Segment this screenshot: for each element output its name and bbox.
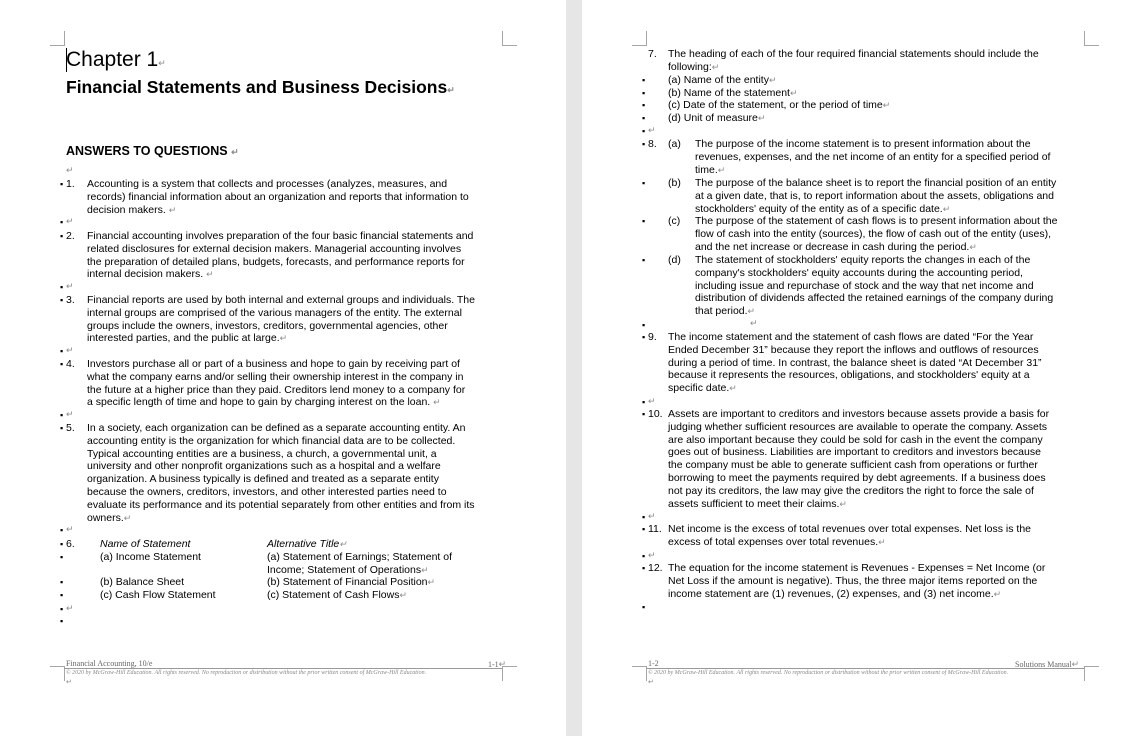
text-line: In a society, each organization can be defined as a separate accounting entity. An	[87, 422, 466, 434]
list-bullet: ▪	[642, 409, 646, 419]
text-line: accounting entity is the organization for which financial data are to be collected.	[87, 434, 456, 447]
text-line: including issue and repurchase of stock and the way that net income and	[695, 279, 1034, 292]
paragraph-mark: ↵	[433, 397, 441, 408]
text-line: decision makers.	[87, 203, 166, 216]
list-bullet: ▪	[60, 539, 64, 549]
table-cell-text: Income; Statement of Operations	[267, 564, 422, 576]
paragraph-mark: ↵	[711, 61, 720, 72]
page-gutter	[566, 0, 582, 736]
text-line: The purpose of the income statement is to present information about the	[695, 138, 1031, 150]
table-cell	[267, 589, 407, 602]
crop-mark	[50, 31, 65, 46]
crop-mark	[50, 666, 65, 681]
list-bullet: ▪	[60, 525, 64, 535]
paragraph-mark: ↵	[648, 125, 656, 135]
table-cell: (b) Balance Sheet	[100, 576, 185, 588]
list-bullet: ▪	[642, 524, 646, 534]
paragraph-mark: ↵	[427, 577, 436, 587]
paragraph-mark: ↵	[882, 100, 891, 110]
q7-item	[668, 87, 798, 100]
paragraph-mark: ↵	[66, 679, 72, 686]
paragraph-mark: ↵	[66, 165, 74, 175]
list-bullet: ▪	[642, 75, 646, 85]
answer-8c[interactable]	[695, 215, 1057, 253]
footer-rule	[64, 668, 502, 669]
answer-12[interactable]	[668, 562, 1045, 600]
text-line: judging whether sufficient resources are available to operate the company. Assets	[668, 420, 1047, 433]
text-line: revenues, expenses, and the net income of an entity for a specified period of	[695, 150, 1051, 163]
paragraph-mark: ↵	[648, 679, 654, 686]
answer-4[interactable]	[87, 358, 465, 409]
answer-9[interactable]	[668, 331, 1042, 395]
question-number: 7.	[648, 48, 657, 60]
text-line: flow of cash into the entity (sources), the flow of cash out of the entity (uses),	[695, 227, 1052, 240]
paragraph-mark: ↵	[231, 147, 239, 157]
answer-5[interactable]	[87, 422, 475, 524]
text-line: are also important because they could be sold for cash in the event the company	[668, 433, 1043, 446]
table-cell: (a) Income Statement	[100, 551, 201, 563]
text-line: The equation for the income statement is Revenues - Expenses = Net Income (or	[668, 562, 1046, 574]
answers-heading[interactable]	[66, 144, 239, 158]
chapter-title[interactable]	[66, 76, 455, 101]
list-bullet: ▪	[60, 179, 64, 189]
text-line: stockholders' equity of the entity as of a specific date.	[695, 202, 943, 215]
footer-copyright: © 2020 by McGraw-Hill Education. All rights reserved. No reproduction or distribution without the prior written consent of McGraw-Hill Education.	[648, 670, 1009, 676]
text-line: the preparation of detailed plans, budgets, forecasts, and performance reports for	[87, 255, 465, 268]
table-cell	[267, 564, 429, 577]
question-number: 5.	[66, 422, 75, 434]
footer-left: Financial Accounting, 10/e	[66, 659, 153, 668]
text-line: because the owners, creditors, investors, and other interested parties need to	[87, 485, 447, 498]
text-line: The statement of stockholders' equity reports the changes in each of the	[695, 254, 1031, 266]
paragraph-mark: ↵	[123, 512, 132, 523]
q7-item-text: (c) Date of the statement, or the period of time	[668, 99, 883, 111]
q7-item	[668, 99, 890, 112]
paragraph-mark: ↵	[158, 58, 166, 68]
paragraph-mark: ↵	[206, 269, 214, 280]
text-line: internal groups are comprised of the various managers of the entity. The external	[87, 306, 462, 319]
q7-item	[668, 74, 777, 87]
paragraph-mark: ↵	[993, 588, 1002, 599]
paragraph-mark: ↵	[66, 524, 74, 534]
text-line: records) financial information about an organization and reports that information to	[87, 190, 469, 203]
answers-heading-text: ANSWERS TO QUESTIONS	[66, 144, 228, 158]
list-bullet: ▪	[60, 217, 64, 227]
crop-mark	[1084, 666, 1099, 681]
paragraph-mark: ↵	[969, 241, 977, 252]
answer-7[interactable]	[668, 48, 1039, 74]
question-number: 9.	[648, 331, 657, 343]
document-page-1[interactable]	[0, 0, 566, 736]
list-bullet: ▪	[60, 231, 64, 241]
list-bullet: ▪	[60, 423, 64, 433]
answer-2[interactable]	[87, 230, 473, 281]
q7-item-text: (d) Unit of measure	[668, 112, 758, 124]
text-line: university and other nonprofit organizations such as a hospital and a welfare	[87, 460, 441, 473]
table-header-name: Name of Statement	[100, 538, 191, 550]
text-line: owners.	[87, 511, 124, 524]
list-bullet: ▪	[642, 602, 646, 612]
list-bullet: ▪	[60, 604, 64, 614]
paragraph-mark: ↵	[399, 590, 408, 600]
text-line: interested parties, and the public at large.	[87, 332, 280, 345]
list-bullet: ▪	[642, 139, 646, 149]
paragraph-mark: ↵	[768, 75, 777, 85]
text-line: income statement are (1) revenues, (2) expenses, and (3) net income.	[668, 587, 994, 600]
chapter-heading[interactable]	[66, 48, 166, 75]
text-line: internal decision makers.	[87, 268, 204, 281]
q7-item-text: (a) Name of the entity	[668, 74, 769, 86]
list-bullet: ▪	[60, 577, 64, 587]
list-bullet: ▪	[642, 126, 646, 136]
list-bullet: ▪	[642, 512, 646, 522]
list-bullet: ▪	[60, 590, 64, 600]
crop-mark	[502, 31, 517, 46]
text-line: Financial reports are used by both internal and external groups and individuals. The	[87, 294, 475, 306]
text-line: Accounting is a system that collects and processes (analyzes, measures, and	[87, 178, 448, 190]
crop-mark	[1084, 31, 1099, 46]
paragraph-mark: ↵	[447, 85, 455, 95]
answer-1[interactable]	[87, 178, 469, 216]
text-line: because it represents the resources, obligations, and stockholders' equity at a	[668, 369, 1030, 382]
paragraph-mark: ↵	[498, 659, 507, 669]
part-label: (d)	[668, 254, 681, 266]
list-bullet: ▪	[642, 332, 646, 342]
paragraph-mark: ↵	[168, 204, 177, 215]
document-page-2[interactable]	[582, 0, 1148, 736]
footer-copyright: © 2020 by McGraw-Hill Education. All rights reserved. No reproduction or distribution without the prior written consent of McGraw-Hill Education.	[66, 670, 427, 676]
list-bullet: ▪	[60, 616, 64, 626]
answer-3[interactable]	[87, 294, 475, 345]
part-label: (b)	[668, 177, 681, 189]
crop-mark	[632, 31, 647, 46]
paragraph-mark: ↵	[717, 164, 726, 175]
text-line: The income statement and the statement of cash flows are dated “For the Year	[668, 331, 1034, 343]
list-bullet: ▪	[60, 552, 64, 562]
text-line: Net income is the excess of total revenues over total expenses. Net loss is the	[668, 523, 1032, 535]
text-line: during a period of time. In contrast, the balance sheet is dated “At December 31”	[668, 356, 1042, 369]
text-line: Net Loss if the amount is negative). Thus, the three major items reported on the	[668, 574, 1038, 587]
text-line: Investors purchase all or part of a business and hope to gain by receiving part of	[87, 358, 460, 370]
text-line: assets sufficient to meet their claims.	[668, 497, 840, 510]
question-number: 12.	[648, 562, 663, 574]
paragraph-mark: ↵	[66, 216, 74, 226]
paragraph-mark: ↵	[729, 383, 737, 394]
answer-8d[interactable]	[695, 254, 1053, 318]
text-line: not pay its creditors, the law may give the creditors the right to force the sale of	[668, 484, 1034, 497]
text-line: and the net increase or decrease in cash during the period.	[695, 240, 970, 253]
text-line: the company must be able to generate sufficient cash from operations or further	[668, 459, 1038, 472]
text-line: at a given date, that is, to report information about the assets, obligations and	[695, 189, 1054, 202]
list-bullet: ▪	[642, 216, 646, 226]
question-number: 3.	[66, 294, 75, 306]
text-line: The purpose of the balance sheet is to report the financial position of an entity	[695, 177, 1057, 189]
paragraph-mark: ↵	[942, 203, 951, 214]
paragraph-mark: ↵	[66, 281, 74, 291]
text-line: The heading of each of the four required financial statements should include the	[668, 48, 1039, 60]
answer-10[interactable]	[668, 408, 1049, 510]
list-bullet: ▪	[642, 397, 646, 407]
paragraph-mark: ↵	[648, 550, 656, 560]
paragraph-mark: ↵	[757, 113, 766, 123]
text-line: Assets are important to creditors and investors because assets provide a basis for	[668, 408, 1050, 420]
list-bullet: ▪	[642, 100, 646, 110]
table-cell-text: (c) Statement of Cash Flows	[267, 589, 400, 601]
table-cell	[267, 576, 435, 589]
text-line: The purpose of the statement of cash flows is to present information about the	[695, 215, 1058, 227]
paragraph-mark: ↵	[279, 333, 288, 344]
list-bullet: ▪	[60, 282, 64, 292]
table-cell-text: (b) Statement of Financial Position	[267, 576, 428, 588]
q7-item-text: (b) Name of the statement	[668, 87, 790, 99]
list-bullet: ▪	[642, 88, 646, 98]
table-cell: (c) Cash Flow Statement	[100, 589, 216, 601]
text-line: borrowing to meet the payments required by debt agreements. If a business does	[668, 471, 1046, 484]
table-header-alt-text: Alternative Title	[267, 538, 340, 550]
question-number: 8.	[648, 138, 657, 150]
paragraph-mark: ↵	[421, 565, 429, 575]
list-bullet: ▪	[642, 563, 646, 573]
list-bullet: ▪	[642, 320, 646, 330]
paragraph-mark: ↵	[66, 345, 74, 355]
text-line: organization. A business typically is defined and treated as a separate entity	[87, 473, 439, 486]
paragraph-mark: ↵	[878, 536, 886, 547]
list-bullet: ▪	[60, 359, 64, 369]
question-number: 6.	[66, 538, 75, 550]
list-bullet: ▪	[642, 113, 646, 123]
table-header-alt	[267, 538, 347, 551]
text-line: Typical accounting entities are a business, a church, a governmental unit, a	[87, 447, 437, 460]
part-label: (a)	[668, 138, 681, 150]
list-bullet: ▪	[642, 178, 646, 188]
text-line: a specific length of time and hope to gain by charging interest on the loan.	[87, 396, 431, 409]
text-line: goes out of business. Liabilities are important to creditors and investors because	[668, 446, 1041, 459]
text-line: following:	[668, 60, 712, 73]
text-line: that period.	[695, 305, 748, 318]
list-bullet: ▪	[60, 346, 64, 356]
part-label: (c)	[668, 215, 681, 227]
footer-page-number: 1-2	[648, 659, 659, 668]
q7-item	[668, 112, 765, 125]
text-line: groups include the owners, investors, creditors, governmental agencies, other	[87, 319, 448, 332]
paragraph-mark: ↵	[839, 498, 847, 509]
text-line: evaluate its performance and its potential separately from other entities and from its	[87, 498, 475, 511]
text-line: Ended December 31” because they report the inflows and outflows of resources	[668, 343, 1039, 356]
text-line: Financial accounting involves preparation of the four basic financial statements and	[87, 230, 474, 242]
text-line: time.	[695, 163, 718, 176]
text-line: distribution of dividends affected the retained earnings of the company during	[695, 292, 1054, 305]
text-line: what the company earns and/or selling their ownership interest in the company in	[87, 370, 464, 383]
paragraph-mark: ↵	[789, 88, 798, 98]
list-bullet: ▪	[60, 410, 64, 420]
text-line: the future at a higher price than they paid. Creditors lend money to a company for	[87, 383, 466, 396]
question-number: 2.	[66, 230, 75, 242]
question-number: 1.	[66, 178, 75, 190]
paragraph-mark: ↵	[747, 306, 756, 317]
chapter-text: Chapter 1	[66, 48, 159, 71]
paragraph-mark: ↵	[66, 603, 74, 613]
footer-rule	[646, 668, 1084, 669]
table-cell: (a) Statement of Earnings; Statement of	[267, 551, 453, 563]
paragraph-mark: ↵	[750, 318, 758, 328]
crop-mark	[632, 666, 647, 681]
footer-page-number-text: 1-1	[488, 660, 499, 669]
chapter-title-text: Financial Statements and Business Decisions	[66, 77, 448, 97]
question-number: 4.	[66, 358, 75, 370]
list-bullet: ▪	[642, 255, 646, 265]
footer-right-text: Solutions Manual	[1015, 660, 1072, 669]
text-line: specific date.	[668, 382, 730, 395]
list-bullet: ▪	[642, 551, 646, 561]
answer-8b[interactable]	[695, 177, 1056, 215]
question-number: 11.	[648, 523, 662, 535]
paragraph-mark: ↵	[66, 409, 74, 419]
paragraph-mark: ↵	[339, 539, 347, 549]
answer-8a[interactable]	[695, 138, 1050, 176]
question-number: 10.	[648, 408, 663, 420]
paragraph-mark: ↵	[1071, 659, 1080, 669]
list-bullet: ▪	[60, 295, 64, 305]
paragraph-mark: ↵	[648, 511, 656, 521]
text-line: related disclosures for external decision makers. Managerial accounting involves	[87, 242, 462, 255]
paragraph-mark: ↵	[648, 396, 656, 406]
text-line: company's stockholders' equity accounts during the accounting period,	[695, 266, 1023, 279]
answer-11[interactable]	[668, 523, 1031, 549]
text-line: excess of total expenses over total revenues.	[668, 535, 879, 548]
